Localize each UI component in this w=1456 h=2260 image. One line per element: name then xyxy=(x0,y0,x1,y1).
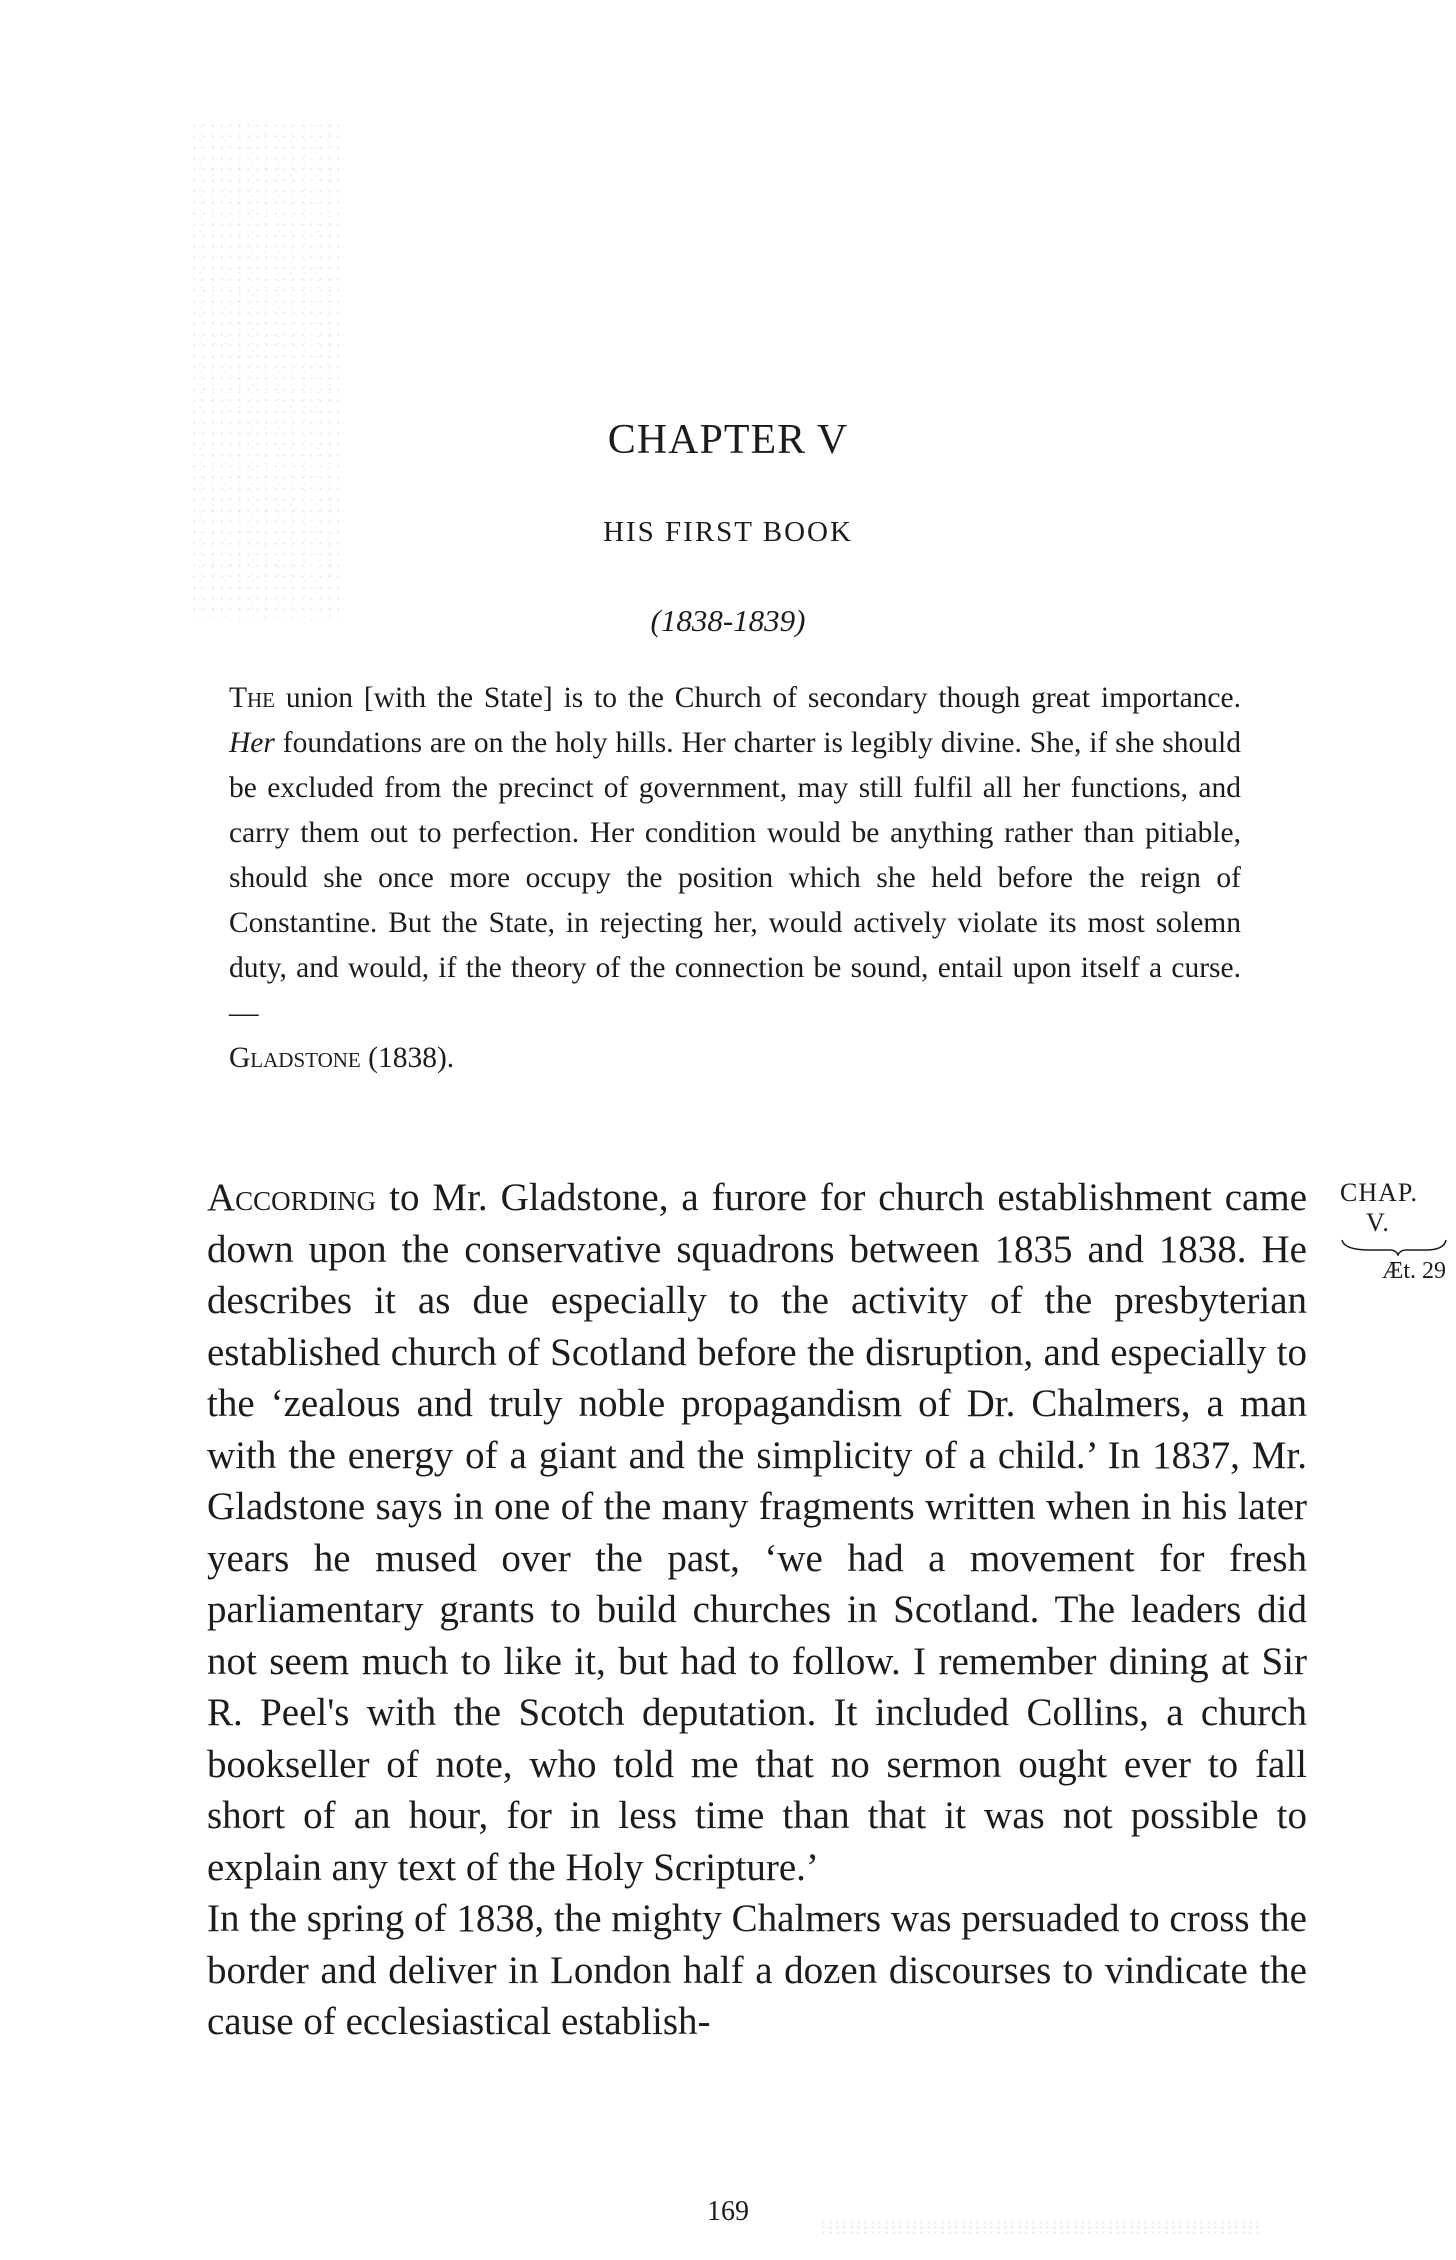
paragraph-2-text: In the spring of 1838, the mighty Chalmers was persuaded to cross the border and deliver in London half a dozen discourses to vindicate the cause of ecclesiastical establish- xyxy=(207,1897,1307,2043)
body-text xyxy=(207,1172,1307,2048)
chapter-dates: (1838-1839) xyxy=(650,603,806,638)
margin-age-label: Æt. 29 xyxy=(1381,1258,1446,1284)
page-number: 169 xyxy=(707,2196,749,2227)
margin-chapter-number: V. xyxy=(1366,1208,1390,1237)
paragraph-2 xyxy=(207,1893,1307,2048)
epigraph-text-2: foundations are on the holy hills. Her charter is legibly divine. She, if she should be excluded from the precinct of government, may still fulfil all her functions, and carry them out to perfection. Her condition would be anything rather than pitiable, should she once more occupy the position which she held before the reign of Constantine. But the State, in rejecting her, would actively violate its most solemn duty, and would, if the theory of the connection be sound, entail upon itself a curse. — xyxy=(229,727,1241,1029)
epigraph-attribution: Gladstone xyxy=(229,1042,361,1074)
epigraph-lead: The xyxy=(229,682,276,714)
chapter-subtitle: HIS FIRST BOOK xyxy=(603,516,853,548)
paragraph-1-text: to Mr. Gladstone, a furore for church establishment came down upon the conservative squadrons between 1835 and 1838. He describes it as due especially to the activity of the presbyterian established church of Scotland before the disruption, and especially to the ‘zealous and truly noble propagandism of Dr. Chalmers, a man with the energy of a giant and the simplicity of a child.’ In 1837, Mr. Gladstone says in one of the many fragments written when in his later years he mused over the past, ‘we had a movement for fresh parliamentary grants to build churches in Scotland. The leaders did not seem much to like it, but had to follow. I remember dining at Sir R. Peel's with the Scotch deputation. It included Collins, a church bookseller of note, who told me that no sermon ought ever to fall short of an hour, for in less time than that it was not possible to explain any text of the Holy Scripture.’ xyxy=(207,1176,1307,1889)
epigraph-italic-word: Her xyxy=(229,727,275,759)
paragraph-1-lead: According xyxy=(207,1176,377,1219)
paragraph-1 xyxy=(207,1172,1307,1893)
margin-brace-icon xyxy=(1340,1238,1450,1256)
epigraph xyxy=(229,676,1241,1081)
margin-note xyxy=(1332,1178,1456,1286)
chapter-title: CHAPTER V xyxy=(607,417,849,463)
epigraph-attribution-year: (1838). xyxy=(360,1042,455,1074)
epigraph-text-1: union [with the State] is to the Church of secondary though great importance. xyxy=(275,682,1241,714)
margin-chapter-label: CHAP. xyxy=(1340,1178,1418,1207)
